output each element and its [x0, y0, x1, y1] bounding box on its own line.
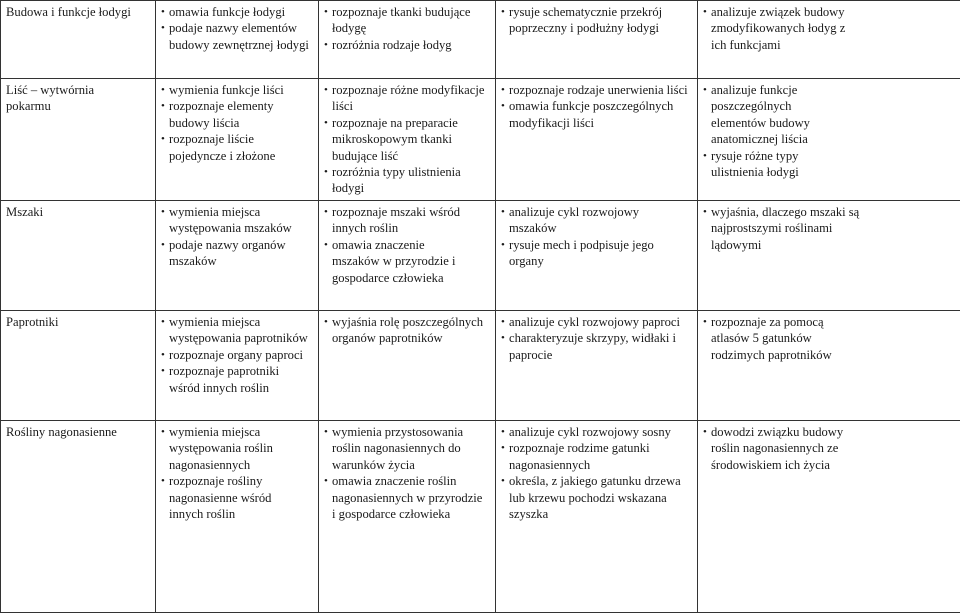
- requirements-cell: [319, 421, 496, 613]
- list-item: • rozpoznaje rodzime gatunki nagonasiennych: [501, 440, 696, 473]
- table-row: [1, 311, 960, 421]
- table-row: [1, 201, 960, 311]
- requirements-cell: [319, 311, 496, 421]
- requirements-cell: [496, 79, 698, 201]
- requirements-list: [703, 314, 863, 363]
- table-body: [1, 1, 960, 613]
- topic-cell: [1, 201, 156, 311]
- requirements-list: [161, 4, 314, 53]
- list-item: • rozpoznaje mszaki wśród innych roślin: [324, 204, 474, 237]
- list-item: • rozpoznaje tkanki budujące łodygę: [324, 4, 491, 37]
- requirements-list: [324, 314, 491, 347]
- list-item: • rysuje schematycznie przekrój poprzeczny i podłużny łodygi: [501, 4, 693, 37]
- requirements-list: [501, 4, 693, 37]
- requirements-cell: [496, 1, 698, 79]
- requirements-list: [703, 204, 863, 253]
- requirements-list: [161, 314, 311, 396]
- list-item: • rozróżnia rodzaje łodyg: [324, 37, 491, 53]
- table-row: [1, 1, 960, 79]
- list-item: • rozpoznaje na preparacie mikroskopowym tkanki budujące liść: [324, 115, 489, 164]
- topic-cell: [1, 79, 156, 201]
- topic-label: Liść – wytwórnia pokarmu: [6, 82, 116, 115]
- table-row: [1, 421, 960, 613]
- requirements-list: [324, 4, 491, 53]
- list-item: • określa, z jakiego gatunku drzewa lub krzewu pochodzi wskazana szyszka: [501, 473, 696, 522]
- list-item: • rozróżnia typy ulistnienia łodygi: [324, 164, 489, 197]
- topic-cell: [1, 311, 156, 421]
- list-item: • analizuje cykl rozwojowy paproci: [501, 314, 698, 330]
- requirements-cell: [496, 311, 698, 421]
- list-item: • omawia znaczenie roślin nagonasiennych w przyrodzie i gospodarce człowieka: [324, 473, 484, 522]
- requirements-list: [501, 314, 698, 363]
- requirements-cell: [319, 201, 496, 311]
- list-item: • rysuje mech i podpisuje jego organy: [501, 237, 671, 270]
- list-item: • rozpoznaje liście pojedyncze i złożone: [161, 131, 296, 164]
- list-item: • omawia znaczenie mszaków w przyrodzie i gospodarce człowieka: [324, 237, 474, 286]
- requirements-cell: [156, 1, 319, 79]
- list-item: • wymienia funkcje liści: [161, 82, 296, 98]
- list-item: • omawia funkcje łodygi: [161, 4, 314, 20]
- requirements-list: [324, 204, 474, 286]
- list-item: • podaje nazwy elementów budowy zewnętrznej łodygi: [161, 20, 314, 53]
- list-item: • rozpoznaje różne modyfikacje liści: [324, 82, 489, 115]
- table-row: [1, 79, 960, 201]
- requirements-list: [703, 82, 838, 180]
- requirements-cell: [156, 79, 319, 201]
- list-item: • wyjaśnia rolę poszczególnych organów paprotników: [324, 314, 491, 347]
- requirements-list: [501, 424, 696, 522]
- requirements-cell: [319, 79, 496, 201]
- list-item: • wymienia miejsca występowania mszaków: [161, 204, 314, 237]
- list-item: • rozpoznaje rośliny nagonasienne wśród innych roślin: [161, 473, 301, 522]
- requirements-list: [703, 4, 863, 53]
- topic-label: Budowa i funkcje łodygi: [6, 5, 131, 19]
- requirements-cell: [496, 421, 698, 613]
- list-item: • analizuje związek budowy zmodyfikowanych łodyg z ich funkcjami: [703, 4, 863, 53]
- requirements-cell: [496, 201, 698, 311]
- list-item: • wymienia miejsca występowania paprotników: [161, 314, 311, 347]
- list-item: • charakteryzuje skrzypy, widłaki i paprocie: [501, 330, 698, 363]
- requirements-list: [324, 424, 484, 522]
- list-item: • wymienia przystosowania roślin nagonasiennych do warunków życia: [324, 424, 484, 473]
- list-item: • rozpoznaje rodzaje unerwienia liści: [501, 82, 691, 98]
- topic-cell: [1, 421, 156, 613]
- requirements-list: [161, 424, 301, 522]
- list-item: • dowodzi związku budowy roślin nagonasiennych ze środowiskiem ich życia: [703, 424, 853, 473]
- list-item: • analizuje cykl rozwojowy mszaków: [501, 204, 671, 237]
- topic-label: Mszaki: [6, 205, 43, 219]
- list-item: • wymienia miejsca występowania roślin nagonasiennych: [161, 424, 301, 473]
- requirements-cell: [156, 421, 319, 613]
- requirements-cell: [698, 79, 960, 201]
- topic-label: Rośliny nagonasienne: [6, 425, 117, 439]
- list-item: • analizuje funkcje poszczególnych elementów budowy anatomicznej liścia: [703, 82, 838, 148]
- requirements-list: [324, 82, 489, 197]
- list-item: • analizuje cykl rozwojowy sosny: [501, 424, 696, 440]
- list-item: • rysuje różne typy ulistnienia łodygi: [703, 148, 838, 181]
- requirements-cell: [698, 421, 960, 613]
- list-item: • rozpoznaje organy paproci: [161, 347, 311, 363]
- list-item: • rozpoznaje elementy budowy liścia: [161, 98, 296, 131]
- list-item: • podaje nazwy organów mszaków: [161, 237, 314, 270]
- list-item: • omawia funkcje poszczególnych modyfikacji liści: [501, 98, 691, 131]
- requirements-list: [161, 82, 296, 164]
- list-item: • wyjaśnia, dlaczego mszaki są najprostszymi roślinami lądowymi: [703, 204, 863, 253]
- list-item: • rozpoznaje paprotniki wśród innych roślin: [161, 363, 311, 396]
- requirements-cell: [698, 1, 960, 79]
- requirements-list: [501, 82, 691, 131]
- requirements-cell: [698, 201, 960, 311]
- requirements-cell: [156, 201, 319, 311]
- list-item: • rozpoznaje za pomocą atlasów 5 gatunków rodzimych paprotników: [703, 314, 863, 363]
- requirements-list: [501, 204, 671, 270]
- requirements-cell: [156, 311, 319, 421]
- requirements-list: [161, 204, 314, 270]
- topic-label: Paprotniki: [6, 315, 58, 329]
- requirements-cell: [698, 311, 960, 421]
- topic-cell: [1, 1, 156, 79]
- requirements-cell: [319, 1, 496, 79]
- requirements-list: [703, 424, 853, 473]
